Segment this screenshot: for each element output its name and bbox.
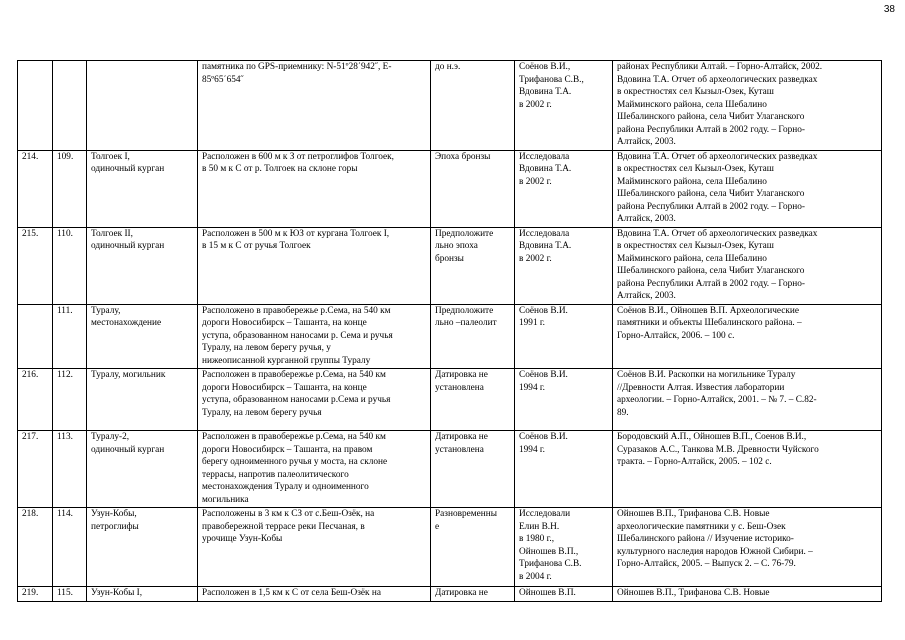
- cell-line: Соёнов В.И.: [519, 305, 568, 316]
- cell-literature: [613, 431, 882, 508]
- cell-researcher: [515, 508, 613, 587]
- cell-line: 1991 г.: [519, 318, 546, 328]
- cell-monument-name: [87, 508, 198, 587]
- table-row: [18, 227, 882, 304]
- cell-line: Ойношев В.П., Трифанова С.В. Новые: [617, 509, 770, 519]
- cell-line: Соёнов В.И.: [519, 370, 568, 380]
- cell-line: Эпоха бронзы: [435, 151, 491, 162]
- cell-line: тракта. – Горно-Алтайск, 2005. – 102 с.: [617, 457, 772, 467]
- cell-dating: [431, 587, 515, 602]
- cell-line: Предположите: [435, 228, 494, 239]
- cell-line: Исследовала: [519, 228, 570, 239]
- cell-location: [198, 150, 431, 227]
- cell-researcher: [515, 227, 613, 304]
- cell-line: в 2004 г.: [519, 571, 552, 582]
- cell-line: Исследовала: [519, 151, 570, 162]
- monuments-table: [17, 60, 882, 602]
- cell-line: в окрестностях сел Кызыл-Озек, Куташ: [617, 87, 774, 97]
- cell-line: Расположен в правобережье р.Сема, на 540 км: [202, 432, 386, 442]
- cell-line: Майминского района, села Шебалино: [617, 99, 767, 110]
- cell-line: в 1980 г.,: [519, 534, 555, 544]
- cell-line: одиночный курган: [91, 444, 165, 455]
- cell-line: Трифанова С.В.: [519, 559, 582, 569]
- cell-location: [198, 304, 431, 369]
- cell-line: Ойношев В.П., Трифанова С.В. Новые: [617, 588, 770, 598]
- cell-line: Туралу, на левом берегу ручья, у: [202, 343, 331, 353]
- cell-line: Толгоек I,: [91, 151, 130, 162]
- cell-line: Расположены в 3 км к СЗ от с.Беш-Озёк, на: [202, 509, 375, 519]
- cell-subnumber: 111.: [53, 304, 87, 369]
- cell-line: Горно-Алтайск, 2006. – 100 с.: [617, 330, 735, 341]
- table-row: [18, 587, 882, 602]
- cell-line: района Республики Алтай в 2002 году. – Горно-: [617, 124, 805, 135]
- cell-number: 216.: [18, 369, 53, 431]
- cell-researcher: [515, 150, 613, 227]
- cell-subnumber: 115.: [53, 587, 87, 602]
- cell-dating: [431, 508, 515, 587]
- cell-line: до н.э.: [435, 62, 461, 72]
- cell-line: Вдовина Т.А. Отчет об археологических разведках: [617, 228, 818, 239]
- cell-line: дороги Новосибирск – Ташанта, на конце: [202, 318, 367, 328]
- cell-line: археологические памятники у с. Беш-Озек: [617, 521, 786, 532]
- cell-location: [198, 508, 431, 587]
- cell-line: берегу одноименного ручья у моста, на склоне: [202, 457, 388, 467]
- cell-line: в окрестностях сел Кызыл-Озек, Куташ: [617, 164, 774, 174]
- table-row: [18, 369, 882, 431]
- cell-literature: [613, 304, 882, 369]
- cell-literature: [613, 587, 882, 602]
- table-row: [18, 150, 882, 227]
- cell-line: Шебалинского района, села Чибит Улаганского: [617, 189, 805, 199]
- cell-line: Расположен в 500 м к ЮЗ от кургана Толгоек I,: [202, 228, 390, 239]
- cell-line: Расположено в правобережье р.Сема, на 540 км: [202, 305, 391, 316]
- cell-line: района Республики Алтай в 2002 году. – Горно-: [617, 201, 805, 212]
- cell-line: в 15 м к С от ручья Толгоек: [202, 241, 311, 251]
- cell-line: Туралу, могильник: [91, 370, 166, 380]
- cell-line: могильника: [202, 494, 249, 505]
- cell-line: дороги Новосибирск – Ташанта, на конце: [202, 382, 367, 393]
- cell-line: Расположен в 1,5 км к С от села Беш-Озёк на: [202, 588, 382, 598]
- cell-researcher: [515, 369, 613, 431]
- cell-literature: [613, 227, 882, 304]
- cell-line: 89.: [617, 407, 629, 418]
- cell-researcher: [515, 304, 613, 369]
- cell-subnumber: [53, 61, 87, 151]
- cell-line: Вдовина Т.А. Отчет об археологических разведках: [617, 74, 818, 85]
- cell-line: льно эпоха: [435, 241, 478, 251]
- cell-monument-name: [87, 304, 198, 369]
- cell-researcher: [515, 61, 613, 151]
- monuments-table-body: [18, 61, 882, 602]
- cell-dating: [431, 150, 515, 227]
- cell-line: Елин В.Н.: [519, 521, 560, 532]
- cell-line: е: [435, 521, 440, 532]
- cell-line: Соёнов В.И.: [519, 432, 568, 442]
- cell-line: петроглифы: [91, 521, 139, 532]
- cell-line: террасы, напротив палеолитического: [202, 469, 349, 480]
- cell-line: Алтайск, 2003.: [617, 291, 676, 301]
- cell-line: Расположен в 600 м к З от петроглифов Толгоек,: [202, 151, 395, 162]
- cell-line: Вдовина Т.А.: [519, 87, 572, 97]
- cell-line: льно –палеолит: [435, 318, 497, 328]
- cell-location: [198, 369, 431, 431]
- cell-line: //Древности Алтая. Известия лаборатории: [617, 382, 785, 393]
- cell-line: Вдовина Т.А.: [519, 164, 572, 174]
- cell-line: культурного наследия народов Южной Сибири. –: [617, 546, 813, 557]
- table-row: [18, 61, 882, 151]
- cell-line: Алтайск, 2003.: [617, 214, 676, 224]
- cell-researcher: [515, 431, 613, 508]
- cell-line: районах Республики Алтай. – Горно-Алтайск, 2002.: [617, 62, 823, 72]
- cell-dating: [431, 227, 515, 304]
- cell-line: Соёнов В.И. Раскопки на могильнике Туралу: [617, 370, 796, 380]
- cell-line: Горно-Алтайск, 2005. – Выпуск 2. – С. 76-79.: [617, 559, 796, 569]
- cell-line: Вдовина Т.А. Отчет об археологических разведках: [617, 151, 818, 162]
- cell-line: археологии. – Горно-Алтайск, 2001. – № 7. – С.82-: [617, 395, 817, 405]
- cell-monument-name: [87, 150, 198, 227]
- cell-number: 217.: [18, 431, 53, 508]
- page-number: 38: [883, 4, 895, 15]
- cell-line: Датировка не: [435, 370, 488, 380]
- cell-line: Датировка не: [435, 432, 488, 442]
- cell-location: [198, 587, 431, 602]
- cell-line: 1994 г.: [519, 382, 546, 393]
- cell-line: местонахождения Туралу и одноименного: [202, 482, 369, 492]
- cell-line: Узун-Кобы I,: [91, 588, 143, 598]
- cell-line: Туралу-2,: [91, 432, 130, 442]
- cell-line: урочище Узун-Кобы: [202, 534, 283, 544]
- cell-number: 214.: [18, 150, 53, 227]
- cell-line: уступа, образованном наносами р. Сема и ручья: [202, 330, 393, 341]
- cell-line: Ойношев В.П.,: [519, 546, 579, 557]
- cell-line: Предположите: [435, 305, 494, 316]
- cell-monument-name: [87, 431, 198, 508]
- cell-number: 219.: [18, 587, 53, 602]
- cell-subnumber: 114.: [53, 508, 87, 587]
- cell-monument-name: [87, 587, 198, 602]
- cell-line: Бородовский А.П., Ойношев В.П., Соенов В.И.,: [617, 432, 807, 442]
- cell-line: установлена: [435, 382, 484, 393]
- cell-line: Узун-Кобы,: [91, 509, 137, 519]
- cell-line: Алтайск, 2003.: [617, 137, 676, 147]
- cell-line: Соёнов В.И.,: [519, 62, 571, 72]
- cell-line: уступа, образованном наносами р.Сема и ручья: [202, 395, 391, 405]
- cell-subnumber: 109.: [53, 150, 87, 227]
- cell-line: 1994 г.: [519, 444, 546, 455]
- cell-literature: [613, 150, 882, 227]
- cell-line: Майминского района, села Шебалино: [617, 253, 767, 264]
- cell-line: 85º65΄654˝: [202, 74, 244, 85]
- cell-dating: [431, 369, 515, 431]
- cell-line: Туралу,: [91, 305, 121, 316]
- cell-location: [198, 431, 431, 508]
- cell-line: Расположен в правобережье р.Сема, на 540 км: [202, 370, 386, 380]
- cell-line: в 50 м к С от р. Толгоек на склоне горы: [202, 164, 358, 174]
- cell-monument-name: [87, 227, 198, 304]
- cell-location: [198, 227, 431, 304]
- cell-location: [198, 61, 431, 151]
- cell-number: 215.: [18, 227, 53, 304]
- cell-line: Соёнов В.И., Ойношев В.П. Археологические: [617, 305, 800, 316]
- cell-line: Исследовали: [519, 509, 571, 519]
- cell-line: в 2002 г.: [519, 176, 552, 187]
- cell-line: Шебалинского района, села Чибит Улаганского: [617, 266, 805, 276]
- cell-line: Шебалинского района, села Чибит Улаганского: [617, 112, 805, 122]
- cell-line: Ойношев В.П.: [519, 588, 576, 598]
- cell-line: в 2002 г.: [519, 99, 552, 110]
- cell-subnumber: 112.: [53, 369, 87, 431]
- table-row: [18, 508, 882, 587]
- cell-number: [18, 304, 53, 369]
- cell-line: одиночный курган: [91, 241, 165, 251]
- cell-line: Датировка не: [435, 588, 488, 598]
- cell-line: Разновременны: [435, 509, 497, 519]
- cell-subnumber: 113.: [53, 431, 87, 508]
- cell-line: района Республики Алтай в 2002 году. – Горно-: [617, 278, 805, 289]
- cell-line: Майминского района, села Шебалино: [617, 176, 767, 187]
- cell-literature: [613, 61, 882, 151]
- cell-line: Толгоек II,: [91, 228, 133, 239]
- cell-dating: [431, 431, 515, 508]
- table-row: [18, 431, 882, 508]
- cell-line: местонахождение: [91, 318, 162, 328]
- cell-monument-name: [87, 61, 198, 151]
- cell-literature: [613, 369, 882, 431]
- cell-monument-name: [87, 369, 198, 431]
- cell-number: [18, 61, 53, 151]
- cell-line: одиночный курган: [91, 164, 165, 174]
- cell-line: памятники и объекты Шебалинского района. –: [617, 318, 802, 328]
- cell-line: установлена: [435, 444, 484, 455]
- cell-dating: [431, 304, 515, 369]
- cell-line: Суразаков А.С., Танкова М.В. Древности Чуйского: [617, 444, 819, 455]
- cell-line: бронзы: [435, 253, 464, 264]
- table-row: [18, 304, 882, 369]
- cell-number: 218.: [18, 508, 53, 587]
- cell-line: Трифанова С.В.,: [519, 74, 584, 85]
- cell-line: в 2002 г.: [519, 253, 552, 264]
- cell-line: Вдовина Т.А.: [519, 241, 572, 251]
- cell-line: в окрестностях сел Кызыл-Озек, Куташ: [617, 241, 774, 251]
- cell-line: Туралу, на левом берегу ручья: [202, 407, 322, 418]
- cell-researcher: [515, 587, 613, 602]
- cell-line: Шебалинского района // Изучение историко-: [617, 534, 794, 544]
- cell-line: нижеописанной курганной группы Туралу: [202, 355, 371, 366]
- cell-line: памятника по GPS-приемнику: N-51º28΄942˝, E-: [202, 62, 392, 72]
- cell-literature: [613, 508, 882, 587]
- cell-line: правобережной террасе реки Песчаная, в: [202, 521, 365, 532]
- cell-subnumber: 110.: [53, 227, 87, 304]
- cell-dating: [431, 61, 515, 151]
- cell-line: дороги Новосибирск – Ташанта, на правом: [202, 444, 373, 455]
